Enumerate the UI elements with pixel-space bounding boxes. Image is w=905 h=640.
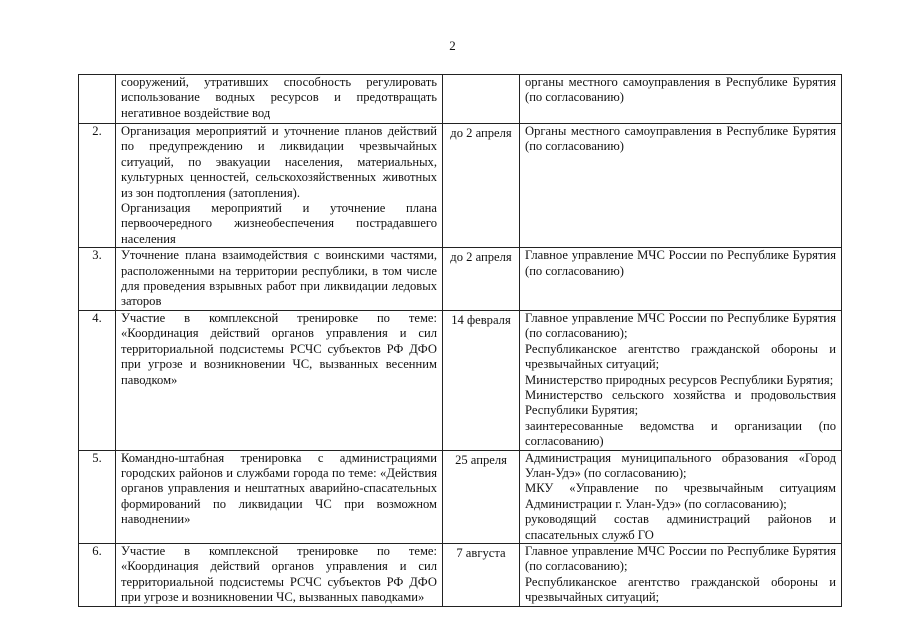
event-paragraph: Организация мероприятий и уточнение планов действий по предупреждению и ликвидации чрезвычайных ситуаций, по эвакуации населения, материальных, культурных ценностей, сельскохозяйственных животных из зон подтопления (затопления). bbox=[121, 124, 437, 200]
event-date: 14 февраля bbox=[443, 310, 520, 450]
event-text: Уточнение плана взаимодействия с воинскими частями, расположенными на территории республики, в том числе для проведения взрывных работ при ликвидации ледовых заторов bbox=[116, 248, 443, 311]
event-text: Участие в комплексной тренировке по теме: «Координация действий органов управления и сил территориальной подсистемы РСЧС субъектов РФ ДФО при угрозе и возникновении ЧС, вызванных весенним паводком» bbox=[116, 310, 443, 450]
row-number: 2. bbox=[79, 124, 116, 248]
executors-text bbox=[520, 543, 842, 606]
event-text: Командно-штабная тренировка с администрациями городских районов и службами города по теме: «Действия органов управления и нештатных аварийно-спасательных формирований по ликвидации ЧС при возможном наводнении» bbox=[116, 450, 443, 543]
row-number: 5. bbox=[79, 450, 116, 543]
executors-text: Главное управление МЧС России по Республике Бурятия (по согласованию) bbox=[520, 248, 842, 311]
executor-item: Министерство сельского хозяйства и продовольствия Республики Бурятия; bbox=[525, 387, 836, 418]
table-row bbox=[79, 310, 842, 450]
executor-item: руководящий состав администраций районов и спасательных служб ГО bbox=[525, 512, 836, 542]
events-table bbox=[78, 74, 842, 607]
executor-item: Главное управление МЧС России по Республике Бурятия (по согласованию); bbox=[525, 543, 836, 574]
table-row bbox=[79, 248, 842, 311]
event-text bbox=[116, 124, 443, 248]
table-row bbox=[79, 543, 842, 606]
event-date: 7 августа bbox=[443, 543, 520, 606]
executor-item: Министерство природных ресурсов Республики Бурятия; bbox=[525, 372, 834, 387]
executor-item: Главное управление МЧС России по Республике Бурятия (по согласованию); bbox=[525, 310, 836, 341]
table-row bbox=[79, 450, 842, 543]
row-number: 3. bbox=[79, 248, 116, 311]
event-date bbox=[443, 75, 520, 124]
executor-item: заинтересованные ведомства и организации (по согласованию) bbox=[525, 418, 836, 449]
event-text: сооружений, утративших способность регулировать использование водных ресурсов и предотвращать негативное воздействие вод bbox=[116, 75, 443, 124]
executor-item: Республиканское агентство гражданской обороны и чрезвычайных ситуаций; bbox=[525, 341, 836, 372]
event-date: до 2 апреля bbox=[443, 124, 520, 248]
event-date: до 2 апреля bbox=[443, 248, 520, 311]
executors-text bbox=[520, 310, 842, 450]
row-number: 4. bbox=[79, 310, 116, 450]
row-number: 6. bbox=[79, 543, 116, 606]
table-row bbox=[79, 75, 842, 124]
executors-text: органы местного самоуправления в Республике Бурятия (по согласованию) bbox=[520, 75, 842, 124]
executor-item: Республиканское агентство гражданской обороны и чрезвычайных ситуаций; bbox=[525, 574, 836, 605]
table-row bbox=[79, 124, 842, 248]
page-number: 2 bbox=[449, 38, 456, 53]
executor-item: МКУ «Управление по чрезвычайным ситуациям Администрации г. Улан-Удэ» (по согласованию); bbox=[525, 481, 836, 511]
executors-text: Органы местного самоуправления в Республике Бурятия (по согласованию) bbox=[520, 124, 842, 248]
event-paragraph: Организация мероприятий и уточнение плана первоочередного жизнеобеспечения пострадавшего населения bbox=[121, 201, 437, 246]
executor-item: Администрация муниципального образования «Город Улан-Удэ» (по согласованию); bbox=[525, 450, 836, 480]
row-number bbox=[79, 75, 116, 124]
event-text: Участие в комплексной тренировке по теме: «Координация действий органов управления и сил территориальной подсистемы РСЧС субъектов РФ ДФО при угрозе и возникновении ЧС, вызванных паводками» bbox=[116, 543, 443, 606]
event-date: 25 апреля bbox=[443, 450, 520, 543]
executors-text bbox=[520, 450, 842, 543]
